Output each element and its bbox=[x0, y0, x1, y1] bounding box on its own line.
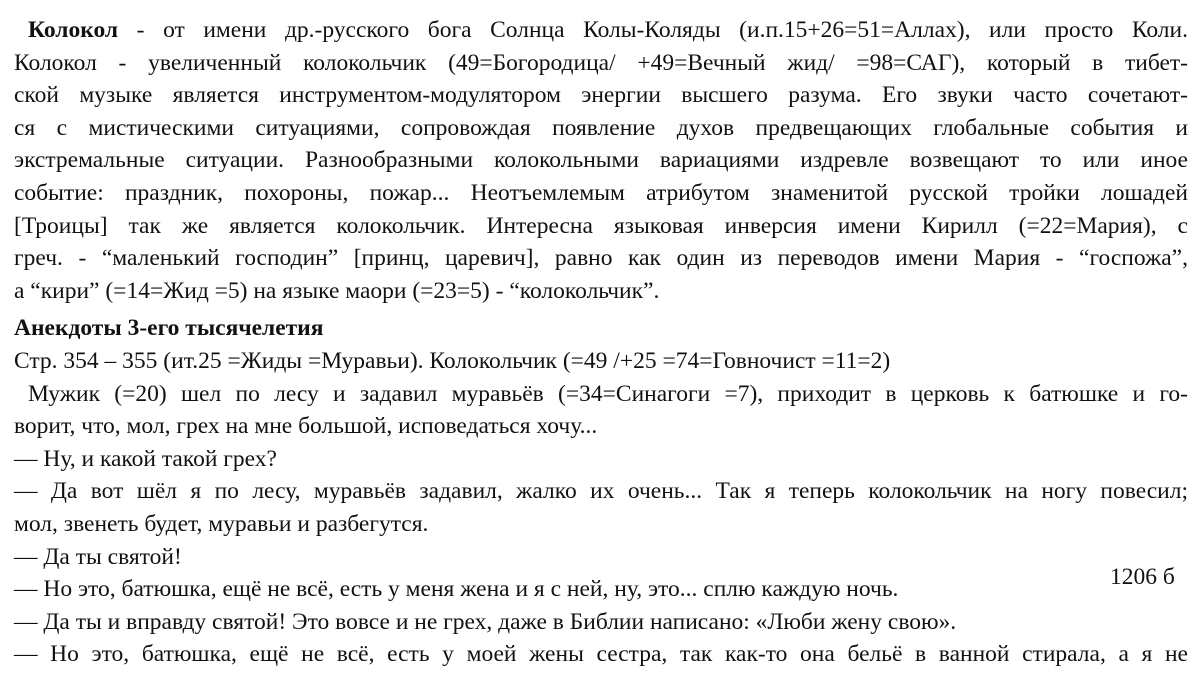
paragraph-line: ской музыке является инструментом-модулятором энергии высшего разума. Его звуки часто сочетают- bbox=[14, 82, 1188, 109]
paragraph-line: ся с мистическими ситуациями, сопровождая появление духов предвещающих глобальные события и bbox=[14, 114, 1188, 141]
dialogue-line: — Но это, батюшка, ещё не всё, есть у меня жена и я с ней, ну, это... сплю каждую ночь. bbox=[14, 576, 899, 603]
paragraph-line: [Троицы] так же является колокольчик. Интересна языковая инверсия имени Кирилл (=22=Мария), с bbox=[14, 212, 1188, 239]
term-kolokol: Колокол bbox=[28, 17, 119, 43]
page-number: 1206 б bbox=[1110, 564, 1175, 590]
paragraph-line-text: - от имени др.-русского бога Солнца Колы-Коляды (и.п.15+26=51=Аллах), или просто Коли. bbox=[118, 17, 1188, 43]
dialogue-line: — Да ты и вправду святой! Это вовсе и не грех, даже в Библии написано: «Люби жену свою». bbox=[14, 608, 957, 635]
section-heading: Анекдоты 3-его тысячелетия bbox=[14, 315, 324, 342]
joke-line: ворит, что, мол, грех на мне большой, исповедаться хочу... bbox=[14, 413, 598, 440]
paragraph-line: событие: праздник, похороны, пожар... Неотъемлемым атрибутом знаменитой русской тройки лошадей bbox=[14, 179, 1188, 206]
paragraph-line bbox=[14, 14, 1188, 47]
document-page bbox=[14, 14, 1188, 671]
paragraph-line: экстремальные ситуации. Разнообразными колокольными вариациями издревле возвещают то или иное bbox=[14, 147, 1188, 174]
dialogue-line: — Да вот шёл я по лесу, муравьёв задавил, жалко их очень... Так я теперь колокольчик на ногу повесил; bbox=[14, 478, 1188, 505]
paragraph-line: а “кири” (=14=Жид =5) на языке маори (=23=5) - “колокольчик”. bbox=[14, 277, 660, 304]
paragraph-line: греч. - “маленький господин” [принц, царевич], равно как один из переводов имени Мария - “госпожа”, bbox=[14, 245, 1188, 272]
dialogue-line: — Ну, и какой такой грех? bbox=[14, 445, 277, 472]
paragraph-line: Колокол - увеличенный колокольчик (49=Богородица/ +49=Вечный жид/ =98=САГ), который в тибет- bbox=[14, 49, 1188, 76]
source-line: Стр. 354 – 355 (ит.25 =Жиды =Муравьи). Колокольчик (=49 /+25 =74=Говночист =11=2) bbox=[14, 347, 891, 374]
joke-line: Мужик (=20) шел по лесу и задавил муравьёв (=34=Синагоги =7), приходит в церковь к батюшке и го- bbox=[28, 380, 1188, 407]
dialogue-line: — Но это, батюшка, ещё не всё, есть у моей жены сестра, так как-то она бельё в ванной стирала, а я не bbox=[14, 641, 1188, 668]
dialogue-line: — Да ты святой! bbox=[14, 543, 182, 570]
dialogue-line: мол, звенеть будет, муравьи и разбегутся. bbox=[14, 510, 429, 537]
